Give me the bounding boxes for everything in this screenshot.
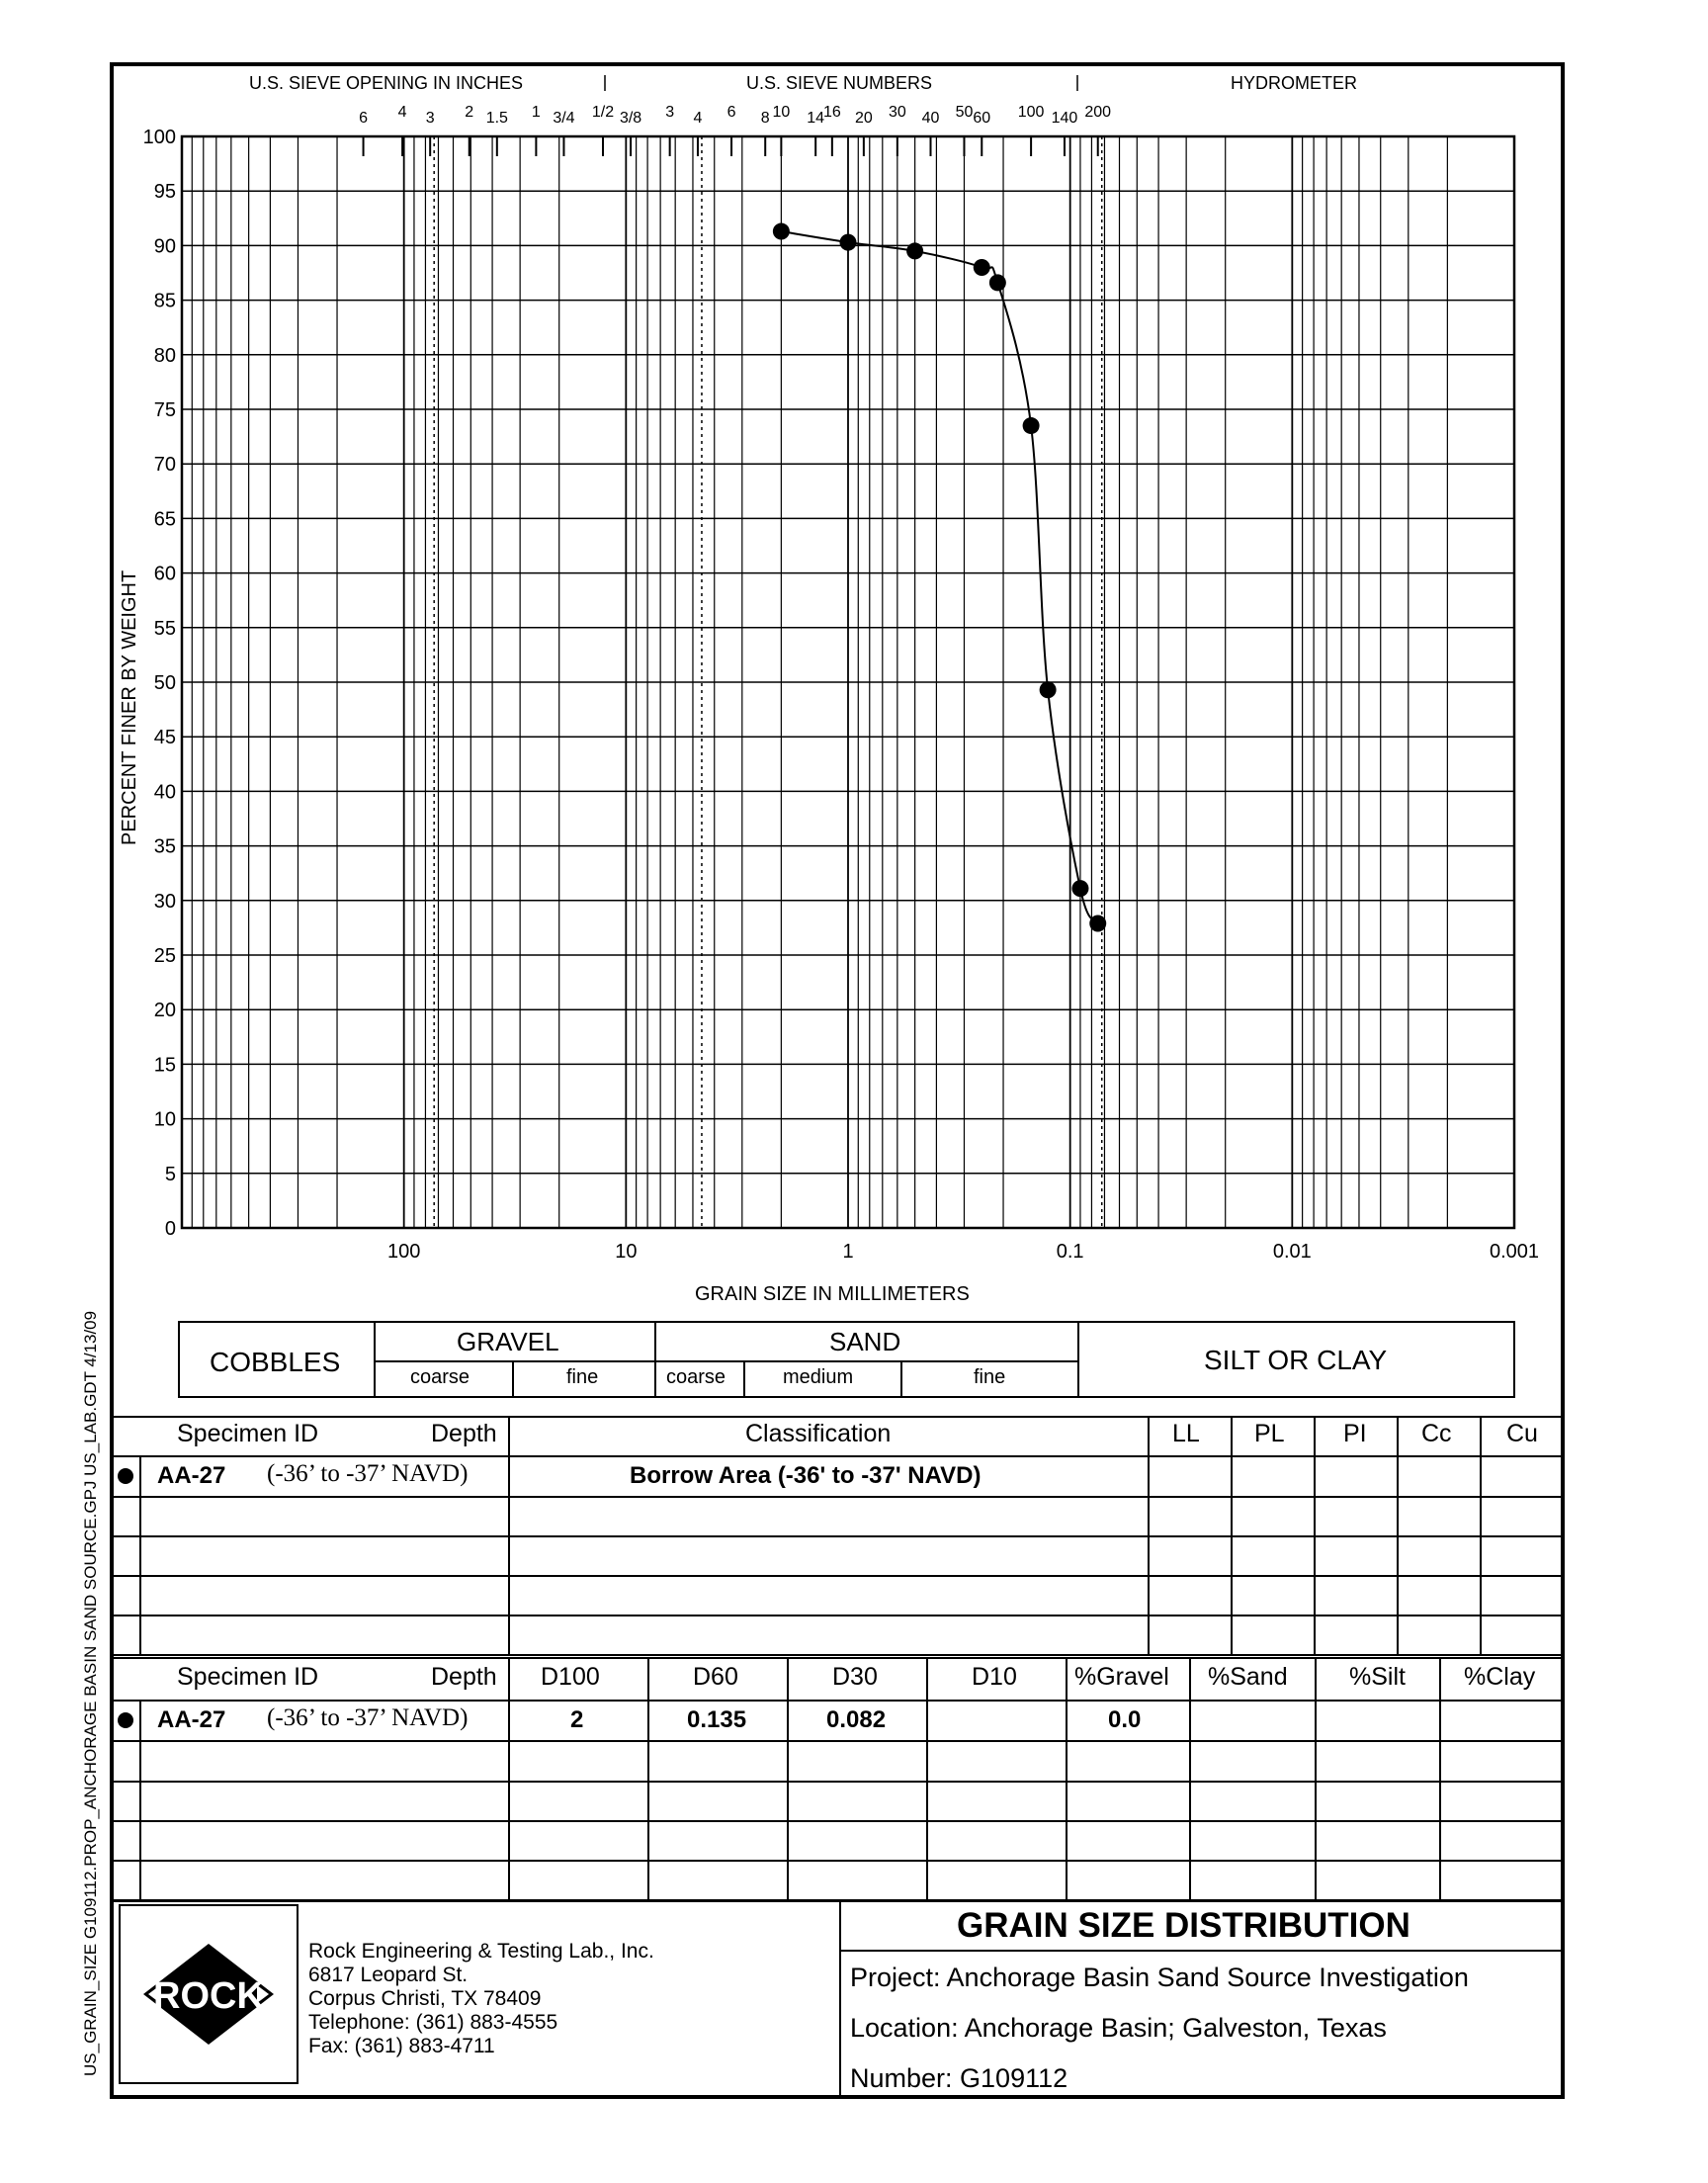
x-tick-label: 0.1 <box>1056 1241 1084 1263</box>
y-tick-label: 95 <box>153 181 176 204</box>
sieve-label: 50 <box>955 104 974 121</box>
t2-header-silt: %Silt <box>1349 1663 1406 1691</box>
sieve-label: 140 <box>1051 110 1078 127</box>
y-tick-label: 75 <box>153 399 176 421</box>
classification-table <box>110 1416 1565 1655</box>
header-sieve-numbers: U.S. SIEVE NUMBERS <box>746 73 933 93</box>
t2-header-depth: Depth <box>431 1663 497 1691</box>
t1-header-ll: LL <box>1172 1420 1200 1447</box>
sieve-label: 10 <box>772 104 791 121</box>
sieve-label: 2 <box>465 104 474 121</box>
y-tick-label: 85 <box>153 290 176 312</box>
x-tick-label: 10 <box>615 1241 638 1263</box>
sieve-label: 200 <box>1084 104 1112 121</box>
sieve-label: 3/8 <box>619 110 642 127</box>
x-tick-label: 100 <box>386 1241 421 1263</box>
sieve-label: 4 <box>693 110 703 127</box>
t1-classification: Borrow Area (-36' to -37' NAVD) <box>630 1462 982 1489</box>
sieve-label: 4 <box>397 104 407 121</box>
sieve-label: 30 <box>888 104 906 121</box>
t1-header-pl: PL <box>1254 1420 1285 1447</box>
header-sieve-inches: U.S. SIEVE OPENING IN INCHES <box>249 73 524 93</box>
y-tick-label: 0 <box>164 1218 176 1240</box>
sieve-label: 16 <box>822 104 841 121</box>
sieve-label: 3 <box>425 110 435 127</box>
x-tick-label: 1 <box>842 1241 854 1263</box>
t2-header-specimen: Specimen ID <box>177 1663 319 1691</box>
t1-header-classification: Classification <box>745 1420 892 1447</box>
classification-bar <box>178 1321 1515 1398</box>
report-title: GRAIN SIZE DISTRIBUTION <box>957 1906 1410 1945</box>
sand-medium-label: medium <box>783 1366 854 1388</box>
y-axis-label: PERCENT FINER BY WEIGHT <box>119 569 140 845</box>
data-points <box>773 223 1106 932</box>
t1-header-depth: Depth <box>431 1420 497 1447</box>
t2-header-d10: D10 <box>972 1663 1017 1691</box>
report-number: Number: G109112 <box>850 2063 1068 2093</box>
data-point <box>906 242 923 259</box>
report-location: Location: Anchorage Basin; Galveston, Texas <box>850 2013 1387 2043</box>
y-tick-label: 60 <box>153 563 176 585</box>
t1-header-pi: PI <box>1343 1420 1367 1447</box>
cobbles-label: COBBLES <box>210 1347 341 1377</box>
y-tick-label: 50 <box>153 672 176 694</box>
rock-logo-icon <box>121 1906 297 2082</box>
sieve-label: 3/4 <box>553 110 575 127</box>
data-point <box>974 259 990 276</box>
y-tick-label: 70 <box>153 454 176 477</box>
t2-d30: 0.082 <box>826 1706 887 1733</box>
t2-depth: (-36’ to -37’ NAVD) <box>267 1704 469 1731</box>
sieve-label: 20 <box>854 110 873 127</box>
y-tick-label: 100 <box>142 127 176 148</box>
y-tick-label: 30 <box>153 890 176 913</box>
t2-d100: 2 <box>570 1706 584 1733</box>
y-tick-label: 45 <box>153 727 176 749</box>
t2-d60: 0.135 <box>687 1706 747 1733</box>
company-address: 6817 Leopard St. <box>308 1964 469 1986</box>
sieve-label: 6 <box>359 110 369 127</box>
sieve-label: 100 <box>1017 104 1045 121</box>
gradation-table <box>110 1657 1565 1900</box>
t2-header-sand: %Sand <box>1208 1663 1288 1691</box>
data-point <box>840 234 857 251</box>
company-name: Rock Engineering & Testing Lab., Inc. <box>308 1940 654 1963</box>
data-point <box>773 223 790 240</box>
sieve-label: 3 <box>665 104 675 121</box>
logo-text: ROCK <box>153 1975 264 2017</box>
company-logo-box <box>119 1904 299 2084</box>
y-tick-label: 20 <box>153 1000 176 1022</box>
x-axis-label: GRAIN SIZE IN MILLIMETERS <box>695 1283 970 1305</box>
silt-clay-label: SILT OR CLAY <box>1204 1345 1388 1375</box>
y-tick-label: 15 <box>153 1054 176 1077</box>
y-tick-label: 10 <box>153 1108 176 1131</box>
y-tick-label: 55 <box>153 617 176 640</box>
x-tick-label: 0.001 <box>1489 1241 1540 1263</box>
sieve-label: 1.5 <box>485 110 508 127</box>
header-hydrometer: HYDROMETER <box>1231 73 1358 93</box>
chart-grid <box>182 136 1514 1228</box>
t1-header-specimen: Specimen ID <box>177 1420 319 1447</box>
t2-header-d60: D60 <box>693 1663 738 1691</box>
t2-specimen-id: AA-27 <box>157 1706 226 1733</box>
gravel-label: GRAVEL <box>457 1327 559 1356</box>
t2-header-d100: D100 <box>541 1663 600 1691</box>
data-point <box>1040 681 1057 698</box>
sieve-label: 1/2 <box>591 104 615 121</box>
t1-header-cu: Cu <box>1506 1420 1538 1447</box>
y-tick-label: 40 <box>153 781 176 804</box>
t1-header-cc: Cc <box>1421 1420 1452 1447</box>
y-tick-label: 25 <box>153 945 176 967</box>
gradation-curve <box>781 231 1097 923</box>
sieve-label: 6 <box>726 104 736 121</box>
sieve-label: 1 <box>531 104 541 121</box>
sand-label: SAND <box>829 1327 901 1356</box>
t2-header-d30: D30 <box>832 1663 878 1691</box>
data-point <box>1071 880 1088 897</box>
t1-specimen-id: AA-27 <box>157 1462 226 1489</box>
sand-fine-label: fine <box>974 1366 1006 1388</box>
series-marker-icon <box>118 1712 133 1728</box>
x-tick-label: 0.01 <box>1272 1241 1312 1263</box>
y-tick-label: 65 <box>153 508 176 531</box>
t2-header-gravel: %Gravel <box>1074 1663 1169 1691</box>
data-point <box>1023 417 1040 434</box>
t1-depth: (-36’ to -37’ NAVD) <box>267 1460 469 1487</box>
y-tick-label: 80 <box>153 344 176 367</box>
t2-header-clay: %Clay <box>1464 1663 1536 1691</box>
series-marker-icon <box>118 1468 133 1484</box>
sieve-label: 8 <box>760 110 770 127</box>
sieve-label: 14 <box>807 110 825 127</box>
t2-gravel: 0.0 <box>1108 1706 1142 1733</box>
sand-coarse-label: coarse <box>666 1366 726 1388</box>
gravel-fine-label: fine <box>566 1366 599 1388</box>
y-tick-label: 90 <box>153 235 176 258</box>
chart-tick-labels <box>143 127 1539 1263</box>
sieve-label: 60 <box>973 110 991 127</box>
company-phone: Telephone: (361) 883-4555 <box>308 2011 558 2034</box>
company-fax: Fax: (361) 883-4711 <box>308 2035 495 2057</box>
side-file-note: US_GRAIN_SIZE G109112.PROP_ANCHORAGE BASIN SAND SOURCE.GPJ US_LAB.GDT 4/13/09 <box>81 1310 100 2076</box>
data-point <box>1089 915 1106 931</box>
data-point <box>989 274 1006 291</box>
y-tick-label: 5 <box>164 1163 176 1185</box>
company-city: Corpus Christi, TX 78409 <box>308 1987 542 2010</box>
sieve-label: 40 <box>921 110 940 127</box>
report-project: Project: Anchorage Basin Sand Source Investigation <box>850 1963 1469 1992</box>
y-tick-label: 35 <box>153 835 176 858</box>
gravel-coarse-label: coarse <box>410 1366 470 1388</box>
